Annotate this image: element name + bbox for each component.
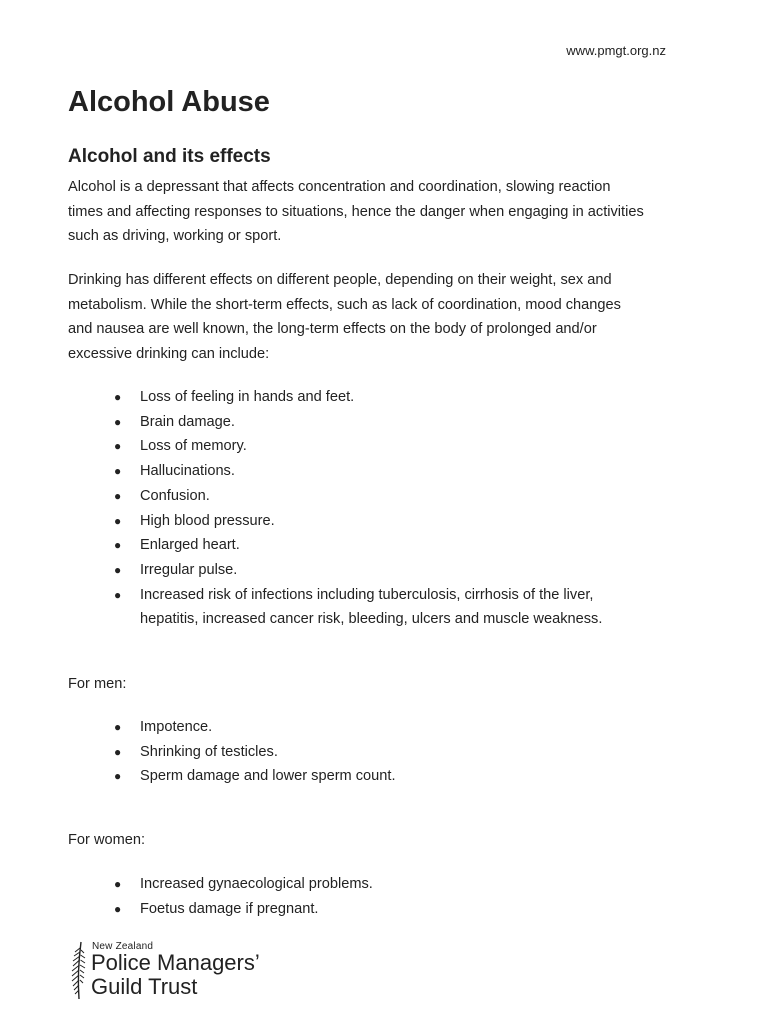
list-item-text: Increased gynaecological problems. <box>140 876 373 892</box>
general-effects-list <box>68 385 668 632</box>
bullet-icon: ● <box>114 513 122 528</box>
men-label: For men: <box>68 676 127 692</box>
bullet-icon: ● <box>114 587 122 602</box>
list-item <box>68 872 668 897</box>
fern-icon <box>70 940 88 1000</box>
list-item <box>68 558 668 583</box>
women-effects-list <box>68 872 668 921</box>
list-item-text: Loss of feeling in hands and feet. <box>140 389 355 405</box>
list-item-text: Sperm damage and lower sperm count. <box>140 768 396 785</box>
paragraph-effects: Drinking has different effects on different people, depending on their weight, sex and metabolism. While the short-term effects, such as lack of coordination, mood changes and nausea are well known, the long-term effects on the body of prolonged and/or excessive drinking can include: <box>68 272 621 362</box>
logo-name-line2: Guild Trust <box>91 974 198 999</box>
list-item <box>68 385 668 410</box>
paragraph-intro: Alcohol is a depressant that affects concentration and coordination, slowing reaction times and affecting responses to situations, hence the danger when engaging in activities such as driving, working or sport. <box>68 179 644 245</box>
list-item <box>68 583 640 632</box>
bullet-icon: ● <box>114 901 122 916</box>
list-item <box>68 897 668 922</box>
list-item-text: Loss of memory. <box>140 438 247 455</box>
list-item <box>68 740 668 765</box>
list-item <box>68 459 668 484</box>
list-item-text: High blood pressure. <box>140 512 275 529</box>
list-item-text: Enlarged heart. <box>140 537 240 554</box>
bullet-icon: ● <box>114 744 122 759</box>
list-item-text: Irregular pulse. <box>140 561 238 578</box>
bullet-icon: ● <box>114 877 122 891</box>
bullet-icon: ● <box>114 414 122 429</box>
list-item <box>68 715 668 740</box>
men-effects-list <box>68 715 668 789</box>
list-item-text: Shrinking of testicles. <box>140 743 278 760</box>
list-item-text: Foetus damage if pregnant. <box>140 900 319 917</box>
section-heading: Alcohol and its effects <box>68 146 271 167</box>
women-label: For women: <box>68 832 146 848</box>
bullet-icon: ● <box>114 439 122 454</box>
site-url[interactable]: www.pmgt.org.nz <box>566 43 666 58</box>
guild-trust-logo <box>70 940 330 1002</box>
list-item <box>68 434 668 459</box>
list-item-text: Impotence. <box>140 719 213 735</box>
bullet-icon: ● <box>114 720 122 734</box>
list-item <box>68 410 668 435</box>
document-title: Alcohol Abuse <box>68 86 270 118</box>
list-item <box>68 509 668 534</box>
list-item-text: Hallucinations. <box>140 463 235 480</box>
bullet-icon: ● <box>114 488 122 503</box>
bullet-icon: ● <box>114 464 122 479</box>
bullet-icon: ● <box>114 769 122 784</box>
list-item-text: Increased risk of infections including tuberculosis, cirrhosis of the liver, hepatitis, increased cancer risk, bleeding, ulcers and muscle weakness. <box>140 586 603 628</box>
list-item <box>68 533 668 558</box>
bullet-icon: ● <box>114 538 122 553</box>
logo-name-line1: Police Managers’ <box>91 950 260 975</box>
list-item-text: Confusion. <box>140 487 210 504</box>
list-item-text: Brain damage. <box>140 413 235 430</box>
list-item <box>68 764 668 789</box>
list-item <box>68 484 668 509</box>
logo-country-text: New Zealand <box>92 941 154 952</box>
bullet-icon: ● <box>114 562 122 577</box>
bullet-icon: ● <box>114 390 122 404</box>
